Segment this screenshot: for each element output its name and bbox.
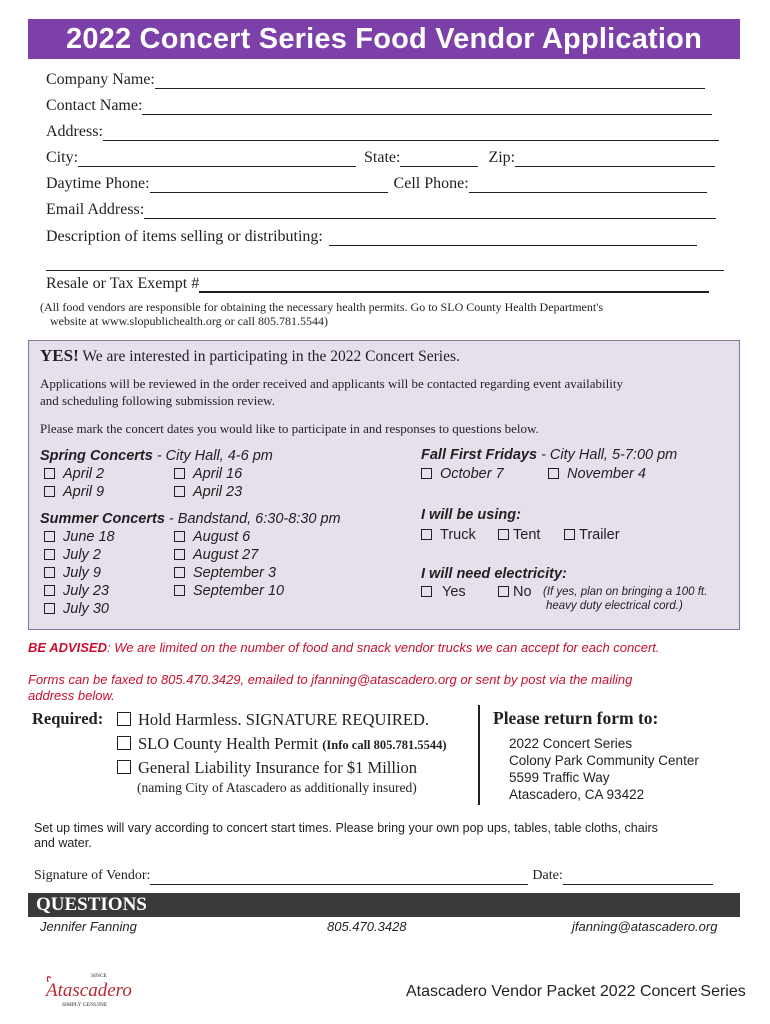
summer-date[interactable] (44, 546, 101, 564)
return-address (509, 735, 699, 803)
checkbox[interactable] (117, 712, 131, 726)
checkbox[interactable] (117, 760, 131, 774)
checkbox[interactable] (421, 586, 432, 597)
option-label: No (513, 584, 532, 600)
checkbox[interactable] (174, 549, 185, 560)
checkbox[interactable] (44, 531, 55, 542)
required-health-permit[interactable] (117, 734, 447, 754)
summer-date[interactable] (174, 546, 258, 564)
electricity-note-line-1: (If yes, plan on bringing a 100 ft. (543, 586, 708, 598)
summer-date[interactable] (44, 600, 109, 618)
cell-phone-input[interactable] (469, 177, 707, 193)
resale-input[interactable] (199, 276, 709, 293)
zip-label: Zip: (488, 149, 516, 166)
signature-row (34, 867, 713, 885)
date-label: November 4 (567, 466, 646, 482)
company-row (46, 71, 705, 89)
date-label: August 6 (193, 529, 251, 545)
spring-title: Spring Concerts (40, 448, 153, 464)
mark-dates-instructions: Please mark the concert dates you would like to participate in and responses to questions below. (40, 421, 539, 436)
date-label: April 9 (63, 484, 105, 500)
setup-line-2: and water. (34, 836, 92, 850)
checkbox[interactable] (421, 529, 432, 540)
be-advised-label: BE ADVISED (28, 640, 107, 655)
city-input[interactable] (78, 151, 356, 167)
summer-date[interactable] (44, 564, 101, 582)
checkbox[interactable] (44, 585, 55, 596)
description-input-line-2[interactable] (46, 255, 724, 271)
state-label: State: (364, 149, 401, 166)
summer-date[interactable] (44, 582, 109, 600)
checkbox[interactable] (44, 549, 55, 560)
state-input[interactable] (400, 151, 478, 167)
using-heading: I will be using: (421, 507, 521, 523)
insurance-note: (naming City of Atascadero as additionally insured) (137, 780, 417, 795)
company-input[interactable] (155, 73, 705, 89)
checkbox[interactable] (44, 468, 55, 479)
description-input[interactable] (329, 230, 697, 246)
option-label: Trailer (579, 527, 620, 543)
date-label: August 27 (193, 547, 259, 563)
date-label: July 23 (63, 583, 109, 599)
signature-label: Signature of Vendor: (34, 868, 151, 883)
cell-phone-label: Cell Phone: (393, 175, 469, 192)
fall-detail: - City Hall, 5-7:00 pm (537, 447, 678, 463)
electricity-no[interactable] (498, 583, 532, 601)
address-input[interactable] (103, 125, 719, 141)
interest-text: We are interested in participating in the 2022 Concert Series. (82, 348, 460, 365)
return-line: Colony Park Community Center (509, 753, 699, 768)
contact-phone[interactable]: 805.470.3428 (327, 919, 407, 934)
required-item-label: Hold Harmless. SIGNATURE REQUIRED. (138, 710, 430, 729)
forms-line-1: Forms can be faxed to 805.470.3429, emailed to jfanning@atascadero.org or sent by post via the mailing (28, 672, 633, 687)
required-label: Required: (32, 709, 104, 728)
summer-date[interactable] (174, 564, 276, 582)
yes-label: YES! (40, 346, 79, 365)
checkbox[interactable] (421, 468, 432, 479)
checkbox[interactable] (174, 585, 185, 596)
review-line-2: and scheduling following submission review. (40, 393, 275, 408)
checkbox[interactable] (174, 468, 185, 479)
description-row (46, 228, 697, 246)
logo-since-text: SINCE (91, 973, 107, 979)
permit-info: (Info call 805.781.5544) (322, 738, 447, 752)
resale-label: Resale or Tax Exempt # (46, 275, 200, 292)
day-phone-input[interactable] (150, 177, 388, 193)
date-label: September 10 (193, 583, 285, 599)
spring-date-april-2[interactable] (44, 465, 104, 483)
contact-email[interactable]: jfanning@atascadero.org (572, 919, 718, 934)
signature-input[interactable] (150, 869, 528, 885)
date-label: April 16 (193, 466, 243, 482)
contact-name: Jennifer Fanning (40, 919, 137, 934)
checkbox[interactable] (548, 468, 559, 479)
email-input[interactable] (144, 203, 716, 219)
fall-heading (421, 446, 677, 464)
city-row (46, 149, 715, 167)
description-label: Description of items selling or distributing: (46, 228, 323, 245)
address-label: Address: (46, 123, 103, 140)
interest-statement (40, 346, 460, 366)
divider (478, 705, 480, 805)
setup-note (34, 821, 658, 851)
date-label: June 18 (63, 529, 115, 545)
required-item-label: General Liability Insurance for $1 Million (138, 758, 418, 777)
using-tent[interactable] (498, 526, 540, 544)
health-permit-note (40, 300, 603, 328)
return-line: Atascadero, CA 93422 (509, 787, 645, 802)
contact-row (46, 97, 712, 115)
phone-row (46, 175, 707, 193)
required-insurance[interactable] (117, 758, 417, 778)
using-truck[interactable] (421, 526, 476, 544)
electricity-yes[interactable] (421, 583, 466, 601)
using-trailer[interactable] (564, 526, 620, 544)
date-label: September 3 (193, 565, 277, 581)
return-title: Please return form to: (493, 708, 659, 728)
option-label: Truck (440, 527, 476, 543)
spring-detail: - City Hall, 4-6 pm (152, 448, 273, 464)
date-label: April 2 (63, 466, 105, 482)
email-row (46, 201, 716, 219)
spring-date-april-9[interactable] (44, 483, 104, 501)
checkbox[interactable] (498, 586, 509, 597)
checkbox[interactable] (44, 567, 55, 578)
return-line: 2022 Concert Series (509, 736, 633, 751)
fall-title: Fall First Fridays (421, 447, 538, 463)
date-label: July 30 (63, 601, 109, 617)
checkbox[interactable] (117, 736, 131, 750)
page-title: 2022 Concert Series Food Vendor Application (65, 22, 702, 55)
required-hold-harmless[interactable] (117, 710, 429, 730)
summer-date[interactable] (174, 582, 284, 600)
summer-date[interactable] (174, 528, 250, 546)
electricity-note (543, 585, 707, 613)
health-note-line-2: website at www.slopublichealth.org or call 805.781.5544) (50, 314, 328, 328)
date-label: April 23 (193, 484, 243, 500)
resale-row (46, 275, 709, 293)
spring-date-april-16[interactable] (174, 465, 242, 483)
be-advised-note (28, 640, 660, 655)
email-label: Email Address: (46, 201, 145, 218)
zip-input[interactable] (515, 151, 715, 167)
footer-text: Atascadero Vendor Packet 2022 Concert Series (406, 983, 746, 1000)
forms-note (28, 672, 632, 704)
summer-detail: - Bandstand, 6:30-8:30 pm (164, 511, 341, 527)
setup-line-1: Set up times will vary according to concert start times. Please bring your own pop ups, tables, table cloths, chairs (34, 821, 658, 835)
return-line: 5599 Traffic Way (509, 770, 610, 785)
date-input[interactable] (563, 869, 713, 885)
date-label: July 2 (63, 547, 101, 563)
fall-date-november-4[interactable] (548, 465, 646, 483)
summer-date[interactable] (44, 528, 115, 546)
checkbox[interactable] (498, 529, 509, 540)
forms-line-2: address below. (28, 688, 115, 703)
date-label: July 9 (63, 565, 101, 581)
spring-heading (40, 447, 273, 465)
date-label: Date: (532, 868, 563, 883)
logo-name-text: Atascadero (46, 980, 132, 1001)
summer-heading (40, 510, 341, 528)
option-label: Tent (513, 527, 541, 543)
atascadero-logo (42, 968, 146, 1012)
city-label: City: (46, 149, 79, 166)
company-label: Company Name: (46, 71, 155, 88)
contact-label: Contact Name: (46, 97, 143, 114)
be-advised-text: : We are limited on the number of food and snack vendor trucks we can accept for each concert. (106, 640, 660, 655)
checkbox[interactable] (174, 531, 185, 542)
date-label: October 7 (440, 466, 504, 482)
required-item-label: SLO County Health Permit (138, 734, 319, 753)
review-line-1: Applications will be reviewed in the order received and applicants will be contacted regarding event availability (40, 376, 623, 391)
fall-date-october-7[interactable] (421, 465, 504, 483)
review-note (40, 375, 623, 409)
electricity-note-line-2: heavy duty electrical cord.) (546, 600, 683, 612)
logo-mark (42, 968, 146, 1012)
title-banner (28, 19, 740, 59)
logo-tagline-text: SIMPLY GENUINE (62, 1002, 108, 1008)
electricity-heading: I will need electricity: (421, 566, 567, 582)
address-row (46, 123, 719, 141)
checkbox[interactable] (564, 529, 575, 540)
spring-date-april-23[interactable] (174, 483, 242, 501)
health-note-line-1: (All food vendors are responsible for obtaining the necessary health permits. Go to SLO County Health Department's (40, 300, 604, 314)
day-phone-label: Daytime Phone: (46, 175, 150, 192)
summer-title: Summer Concerts (40, 511, 165, 527)
option-label: Yes (442, 584, 466, 600)
checkbox[interactable] (44, 603, 55, 614)
checkbox[interactable] (174, 486, 185, 497)
contact-input[interactable] (142, 99, 712, 115)
checkbox[interactable] (44, 486, 55, 497)
questions-title: QUESTIONS (36, 894, 147, 915)
questions-bar (28, 893, 740, 917)
checkbox[interactable] (174, 567, 185, 578)
